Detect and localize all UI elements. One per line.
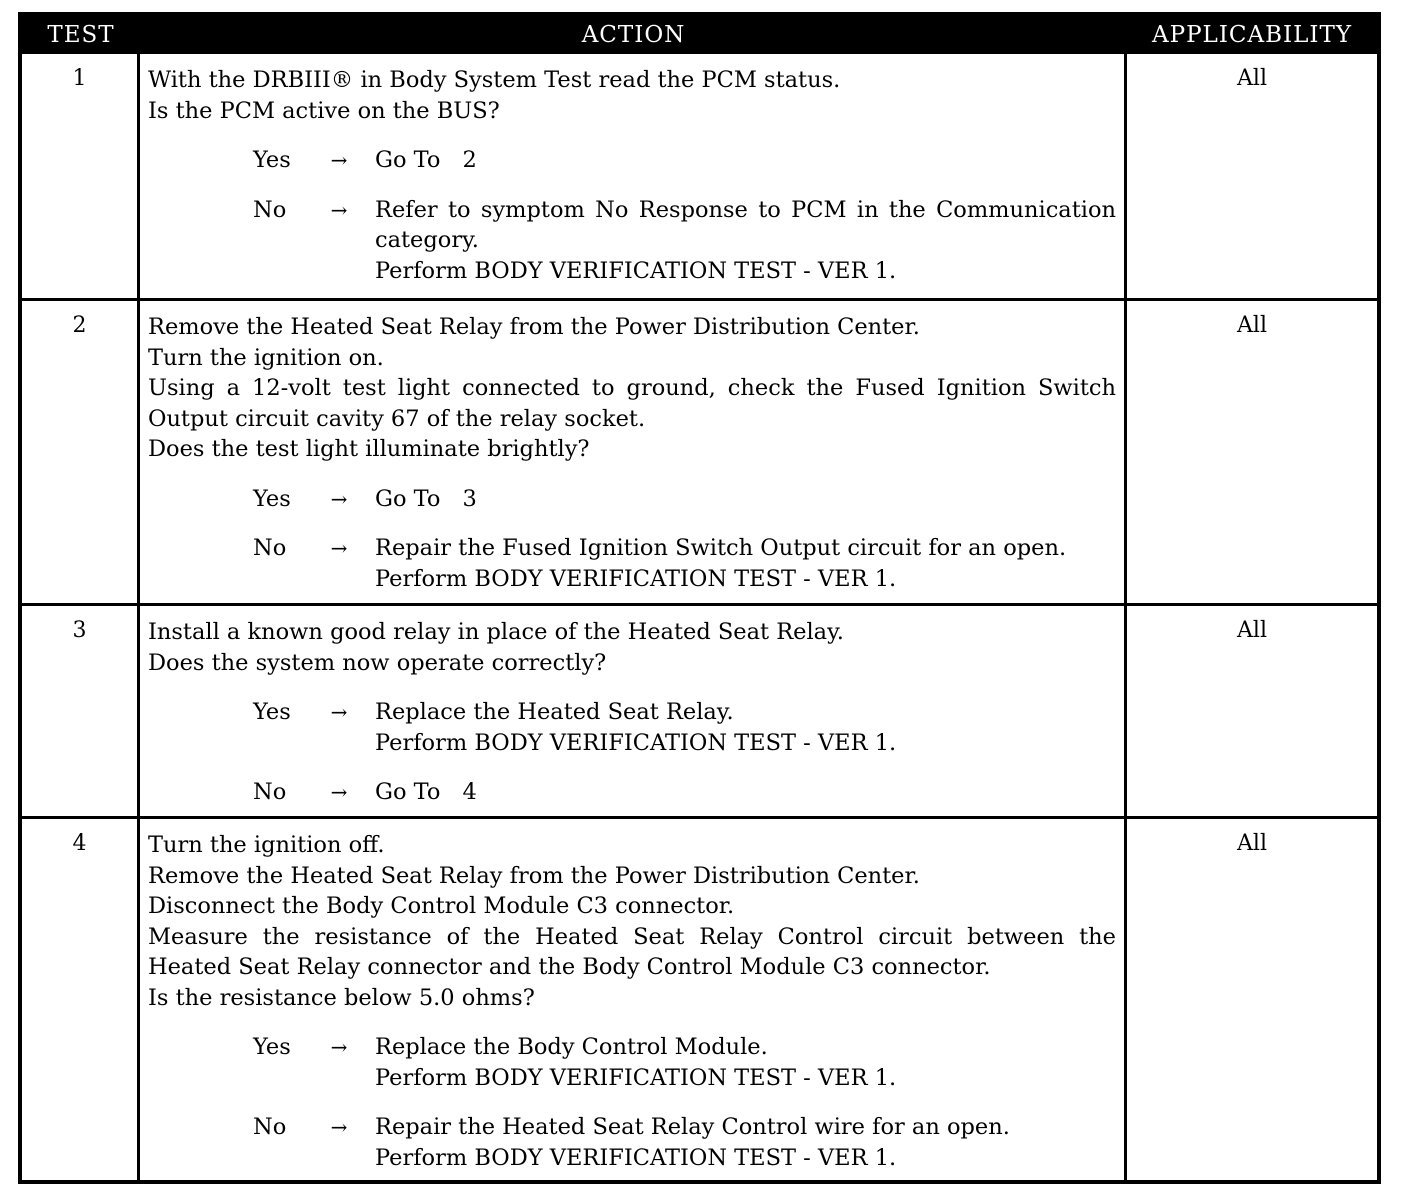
no-result: [365, 777, 1116, 808]
no-result: [365, 195, 1116, 287]
arrow-icon: →: [330, 197, 348, 222]
result-text: Perform BODY VERIFICATION TEST - VER 1.: [375, 1144, 897, 1171]
yes-result: [365, 1032, 1116, 1093]
result-line: [375, 564, 1116, 595]
yes-option: [148, 1032, 1116, 1093]
action-step: Is the PCM active on the BUS?: [148, 97, 500, 124]
yes-option: [148, 697, 1116, 758]
table-body: [22, 54, 1377, 1184]
action-step: Turn the ignition on.: [148, 344, 384, 371]
result-line: [375, 1063, 1116, 1094]
applicability: All: [1237, 66, 1267, 91]
arrow-icon: →: [330, 1115, 348, 1139]
action-step: Measure the resistance of the Heated Seat Relay Control circuit between the Heated Seat Relay connector and the Body Control Module C3 connector.: [148, 923, 1116, 980]
table-header: [22, 16, 1377, 54]
result-options: [148, 145, 1116, 286]
action-step: Disconnect the Body Control Module C3 connector.: [148, 893, 735, 919]
result-text: Go To: [375, 485, 441, 512]
yes-result: [365, 484, 1116, 515]
arrow-icon: →: [330, 486, 348, 511]
yes-label: Yes: [253, 1034, 291, 1060]
diagnostic-test-table: [18, 12, 1381, 1184]
header-applicability: APPLICABILITY: [1152, 22, 1352, 48]
action-step: Remove the Heated Seat Relay from the Power Distribution Center.: [148, 862, 920, 889]
applicability: All: [1237, 313, 1267, 338]
result-line: [375, 484, 1116, 515]
action-step: Is the resistance below 5.0 ohms?: [148, 984, 535, 1011]
no-option: [148, 1112, 1116, 1173]
test-number: 2: [22, 301, 140, 603]
yes-label: Yes: [253, 147, 291, 173]
result-text: Go To: [375, 779, 441, 805]
arrow-icon: →: [330, 780, 348, 804]
action-cell: [140, 301, 1127, 603]
goto-test-number: 4: [462, 779, 477, 805]
table-row: [22, 816, 1377, 1184]
action-step: Install a known good relay in place of the Heated Seat Relay.: [148, 619, 844, 645]
yes-result: [365, 697, 1116, 758]
action-step: Using a 12-volt test light connected to ground, check the Fused Ignition Switch Output circuit cavity 67 of the relay socket.: [148, 375, 1116, 432]
no-label: No: [253, 779, 287, 805]
action-step: Turn the ignition off.: [148, 832, 385, 858]
table-row: [22, 54, 1377, 298]
action-step: With the DRBIII® in Body System Test read the PCM status.: [148, 67, 841, 93]
no-label: No: [253, 1114, 287, 1140]
action-cell: [140, 54, 1127, 298]
yes-result: [365, 145, 1116, 176]
action-step: Remove the Heated Seat Relay from the Power Distribution Center.: [148, 314, 920, 340]
result-text: Perform BODY VERIFICATION TEST - VER 1.: [375, 565, 897, 592]
arrow-icon: →: [330, 700, 348, 724]
result-options: [148, 484, 1116, 595]
test-number: 3: [22, 606, 140, 816]
no-option: [148, 195, 1116, 287]
arrow-icon: →: [330, 148, 348, 172]
result-line: [375, 728, 1116, 759]
test-number: 4: [22, 819, 140, 1184]
action-cell: [140, 606, 1127, 816]
yes-label: Yes: [253, 699, 291, 725]
no-label: No: [253, 196, 287, 223]
no-result: [365, 533, 1116, 594]
result-line: [375, 1032, 1116, 1063]
yes-label: Yes: [253, 485, 291, 512]
result-line: [375, 195, 1116, 256]
no-option: [148, 777, 1116, 808]
result-text: Refer to symptom No Response to PCM in the Communication category.: [375, 196, 1116, 253]
table-row: [22, 603, 1377, 816]
result-text: Perform BODY VERIFICATION TEST - VER 1.: [375, 1064, 897, 1091]
header-action: ACTION: [581, 22, 686, 48]
result-text: Perform BODY VERIFICATION TEST - VER 1.: [375, 257, 897, 284]
action-cell: [140, 819, 1127, 1184]
result-text: Go To: [375, 147, 441, 173]
result-text: Perform BODY VERIFICATION TEST - VER 1.: [375, 729, 897, 756]
result-text: Repair the Fused Ignition Switch Output circuit for an open.: [375, 535, 1067, 561]
arrow-icon: →: [330, 1035, 348, 1059]
result-text: Replace the Heated Seat Relay.: [375, 699, 734, 725]
result-line: [375, 1143, 1116, 1174]
test-number: 1: [22, 54, 140, 298]
result-options: [148, 1032, 1116, 1173]
result-text: Replace the Body Control Module.: [375, 1034, 768, 1060]
result-line: [375, 256, 1116, 287]
action-step: Does the test light illuminate brightly?: [148, 436, 590, 462]
goto-test-number: 2: [462, 147, 477, 173]
result-line: [375, 697, 1116, 728]
result-line: [375, 1112, 1116, 1143]
result-line: [375, 777, 1116, 808]
yes-option: [148, 484, 1116, 515]
header-test: TEST: [47, 22, 115, 48]
no-option: [148, 533, 1116, 594]
result-text: Repair the Heated Seat Relay Control wire for an open.: [375, 1114, 1010, 1140]
action-step: Does the system now operate correctly?: [148, 649, 607, 676]
result-line: [375, 533, 1116, 564]
applicability: All: [1237, 618, 1267, 643]
no-result: [365, 1112, 1116, 1173]
no-label: No: [253, 535, 287, 561]
table-row: [22, 298, 1377, 603]
arrow-icon: →: [330, 536, 348, 560]
result-options: [148, 697, 1116, 808]
yes-option: [148, 145, 1116, 176]
result-line: [375, 145, 1116, 176]
applicability: All: [1237, 831, 1267, 856]
goto-test-number: 3: [462, 485, 477, 512]
